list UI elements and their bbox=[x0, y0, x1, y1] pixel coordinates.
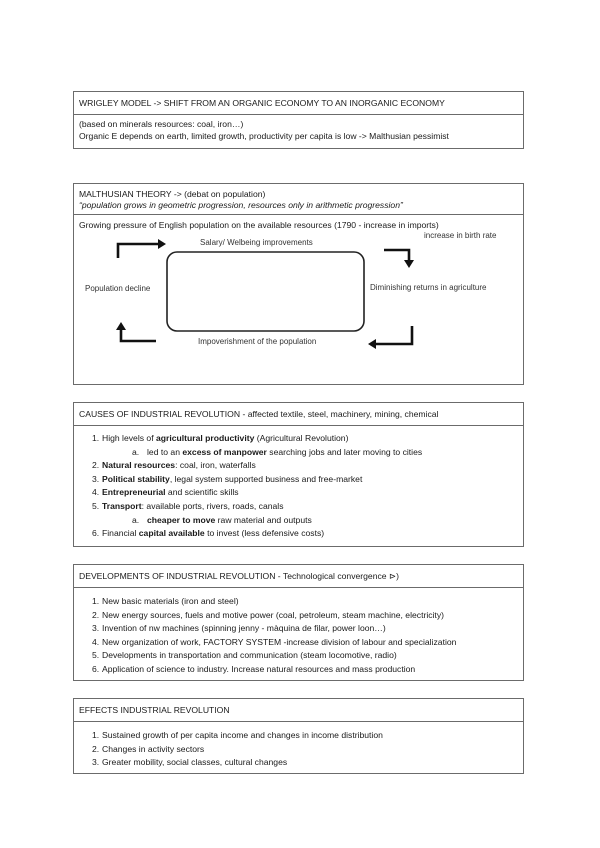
effects-header: EFFECTS INDUSTRIAL REVOLUTION bbox=[74, 699, 523, 722]
wrigley-header: WRIGLEY MODEL -> SHIFT FROM AN ORGANIC ECONOMY TO AN INORGANIC ECONOMY bbox=[74, 92, 523, 115]
developments-section bbox=[73, 564, 524, 681]
effects-item: 2. Changes in activity sectors bbox=[92, 743, 205, 754]
cycle-label-right: Diminishing returns in agriculture bbox=[370, 283, 487, 292]
effects-item: 1. Sustained growth of per capita income and changes in income distribution bbox=[92, 730, 383, 740]
arrow-bottom-left-head bbox=[116, 322, 126, 330]
causes-item: 4. Entrepreneurial and scientific skills bbox=[92, 487, 239, 498]
causes-item: 6. Financial capital available to invest (less defensive costs) bbox=[92, 528, 325, 539]
arrow-bottom-right bbox=[376, 326, 412, 344]
causes-item: 2. Natural resources: coal, iron, waterfalls bbox=[92, 460, 256, 471]
developments-item: 4. New organization of work, FACTORY SYSTEM -increase division of labour and specialization bbox=[92, 636, 457, 647]
arrow-bottom-right-head bbox=[368, 339, 376, 349]
cycle-label-bottom: Impoverishment of the population bbox=[198, 337, 317, 346]
wrigley-body bbox=[74, 115, 523, 145]
developments-item: 5. Developments in transportation and communication (steam locomotive, radio) bbox=[92, 650, 397, 661]
developments-list bbox=[74, 588, 523, 677]
causes-item: 3. Political stability, legal system supported business and free-market bbox=[92, 473, 363, 484]
malthus-header: MALTHUSIAN THEORY -> (debat on population) bbox=[79, 189, 266, 199]
causes-subitem: a. cheaper to move raw material and outputs bbox=[132, 514, 312, 525]
malthus-cycle-diagram bbox=[74, 231, 523, 354]
cycle-label-top-right: increase in birth rate bbox=[424, 231, 497, 240]
developments-header: DEVELOPMENTS OF INDUSTRIAL REVOLUTION - Technological convergence ⊳) bbox=[74, 565, 523, 588]
causes-subitem: a. led to an excess of manpower searching jobs and later moving to cities bbox=[132, 446, 423, 457]
causes-section bbox=[73, 402, 524, 547]
developments-item: 2. New energy sources, fuels and motive power (coal, petroleum, steam machine, electricity) bbox=[92, 609, 444, 620]
wrigley-line-1: (based on minerals resources: coal, iron…) bbox=[79, 119, 244, 129]
developments-item: 1. New basic materials (iron and steel) bbox=[92, 596, 239, 606]
malthus-section bbox=[73, 183, 524, 385]
arrow-top-left bbox=[118, 244, 158, 258]
cycle-center-box bbox=[167, 252, 364, 331]
causes-item: 1. High levels of agricultural productivity (Agricultural Revolution) bbox=[92, 433, 349, 443]
effects-list bbox=[74, 722, 523, 770]
causes-header: CAUSES OF INDUSTRIAL REVOLUTION - affected textile, steel, machinery, mining, chemical bbox=[74, 403, 523, 426]
arrow-bottom-left bbox=[121, 330, 156, 341]
malthus-quote: “population grows in geometric progression, resources only in arithmetic progression” bbox=[79, 200, 403, 210]
malthus-header-block bbox=[74, 184, 523, 215]
developments-item: 3. Invention of nw machines (spinning jenny - màquina de filar, power loon…) bbox=[92, 623, 386, 634]
arrow-top-right bbox=[384, 250, 409, 260]
arrow-top-left-head bbox=[158, 239, 166, 249]
wrigley-line-2: Organic E depends on earth, limited growth, productivity per capita is low -> Malthusian pessimist bbox=[79, 131, 449, 141]
arrow-top-right-head bbox=[404, 260, 414, 268]
cycle-label-left: Population decline bbox=[85, 284, 151, 293]
cycle-label-top: Salary/ Welbeing improvements bbox=[200, 238, 313, 247]
effects-section bbox=[73, 698, 524, 774]
causes-list bbox=[74, 426, 523, 541]
malthus-pressure: Growing pressure of English population on the available resources (1790 - increase in imports) bbox=[79, 220, 439, 230]
wrigley-section bbox=[73, 91, 524, 149]
causes-item: 5. Transport: available ports, rivers, roads, canals bbox=[92, 500, 284, 511]
developments-item: 6. Application of science to industry. Increase natural resources and mass production bbox=[92, 663, 416, 674]
effects-item: 3. Greater mobility, social classes, cultural changes bbox=[92, 757, 288, 768]
